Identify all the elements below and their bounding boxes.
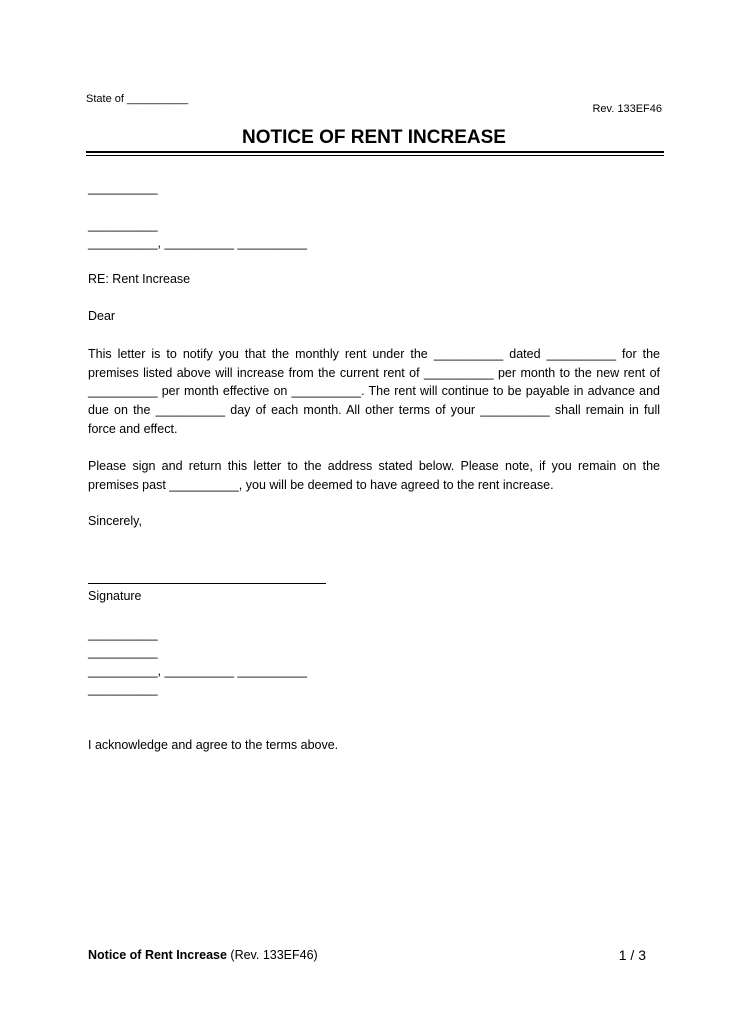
body-paragraph-rent-increase: This letter is to notify you that the monthly rent under the __________ dated __________ for the premises listed above will increase from the current rent of __________ per month to the new rent of __________ per month effective on __________. The rent will continue to be payable in advance and due on the __________ day of each month. All other terms of your __________ shall remain in full force and effect. [88,347,660,436]
acknowledgement-text: I acknowledge and agree to the terms above. [88,738,339,752]
sender-name-line: __________ [88,627,158,641]
footer-doc-name: Notice of Rent Increase [88,948,227,962]
recipient-name-line: __________ [88,181,158,195]
sender-address-line: __________ [88,645,158,659]
sender-extra-line: __________ [88,682,158,696]
salutation: Dear [88,309,116,323]
footer-doc-rev: (Rev. 133EF46) [226,948,318,962]
signature-line [88,583,326,584]
page-title: NOTICE OF RENT INCREASE [242,127,506,148]
revision-number: Rev. 133EF46 [592,103,662,115]
body-paragraph-sign-return: Please sign and return this letter to the address stated below. Please note, if you remain on the premises past __________, you will be deemed to have agreed to the rent increase. [88,459,660,492]
signature-label: Signature [88,589,142,603]
footer-doc-info [88,948,318,962]
title-rule-thick [86,151,664,153]
recipient-city-state-zip-line: __________, __________ __________ [88,236,307,250]
title-rule-thin [86,155,664,156]
page-indicator: 1 / 3 [618,947,646,963]
recipient-address-line: __________ [88,218,158,232]
sender-city-state-zip-line: __________, __________ __________ [88,664,307,678]
re-line: RE: Rent Increase [88,272,191,286]
state-label: State of __________ [86,93,189,105]
closing: Sincerely, [88,514,142,528]
